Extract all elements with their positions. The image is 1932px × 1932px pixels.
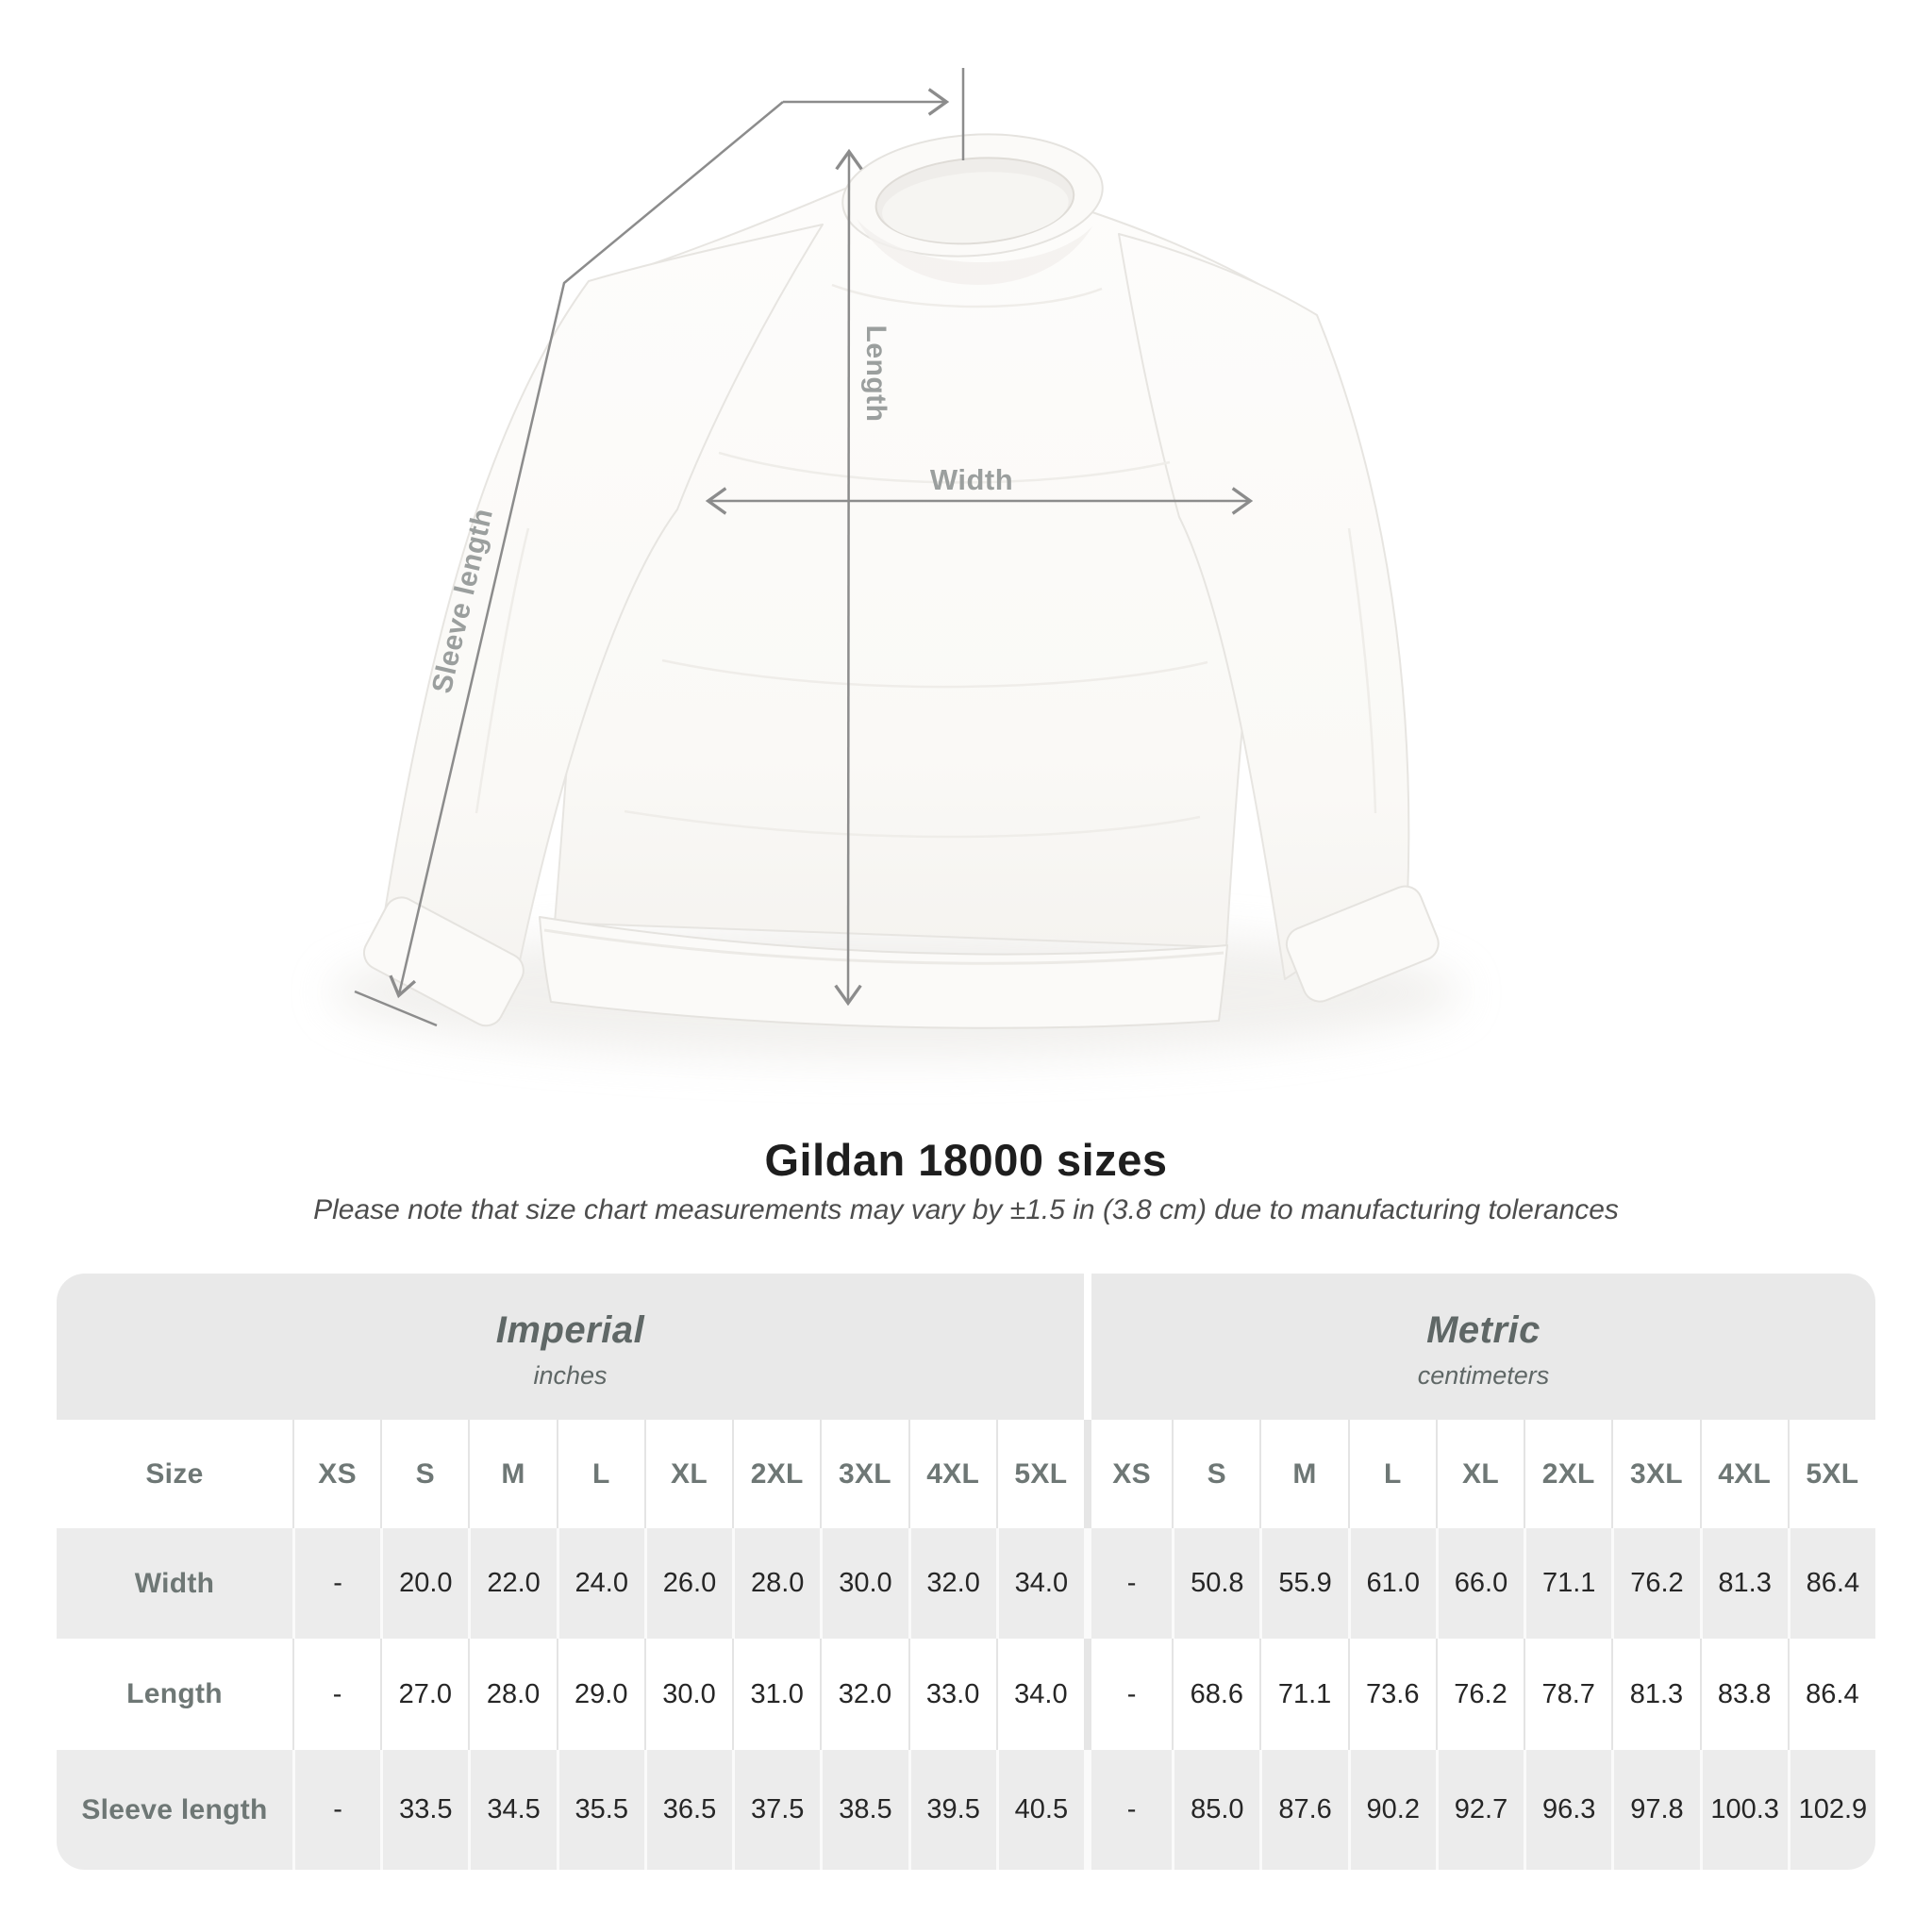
value-cell: -	[292, 1750, 380, 1870]
value-cell: 76.2	[1436, 1639, 1524, 1750]
value-cell: 33.0	[908, 1639, 996, 1750]
value-cell: -	[292, 1639, 380, 1750]
size-col-header: 2XL	[1524, 1420, 1611, 1528]
length-arrow	[848, 153, 849, 1002]
page-title: Gildan 18000 sizes	[764, 1135, 1168, 1185]
metric-group-header	[1084, 1274, 1875, 1420]
row-label: Sleeve length	[57, 1750, 292, 1870]
value-cell: 34.0	[996, 1639, 1084, 1750]
size-col-header: L	[557, 1420, 644, 1528]
value-cell: 34.0	[996, 1528, 1084, 1639]
size-col-header: 3XL	[820, 1420, 908, 1528]
value-cell: 28.0	[732, 1528, 820, 1639]
value-cell: 35.5	[557, 1750, 644, 1870]
size-chart-table	[57, 1274, 1875, 1870]
value-cell: 31.0	[732, 1639, 820, 1750]
row-label: Width	[57, 1528, 292, 1639]
value-cell: 24.0	[557, 1528, 644, 1639]
size-col-header: 5XL	[996, 1420, 1084, 1528]
value-cell: 100.3	[1700, 1750, 1788, 1870]
value-cell: 32.0	[908, 1528, 996, 1639]
size-col-header: 5XL	[1788, 1420, 1875, 1528]
value-cell: 39.5	[908, 1750, 996, 1870]
value-cell: 81.3	[1611, 1639, 1699, 1750]
value-cell: 29.0	[557, 1639, 644, 1750]
imperial-label: Imperial	[495, 1308, 645, 1351]
value-cell: 32.0	[820, 1639, 908, 1750]
sleeve-length-label: Sleeve length	[425, 505, 500, 696]
value-cell: 34.5	[468, 1750, 556, 1870]
size-col-header: M	[468, 1420, 556, 1528]
value-cell: 83.8	[1700, 1639, 1788, 1750]
value-cell: -	[1084, 1639, 1172, 1750]
value-cell: 27.0	[380, 1639, 468, 1750]
value-cell: -	[1084, 1528, 1172, 1639]
size-col-header: XL	[644, 1420, 732, 1528]
value-cell: 55.9	[1259, 1528, 1347, 1639]
value-cell: 61.0	[1348, 1528, 1436, 1639]
size-col-header: S	[380, 1420, 468, 1528]
value-cell: 90.2	[1348, 1750, 1436, 1870]
size-col-header: S	[1172, 1420, 1259, 1528]
value-cell: 92.7	[1436, 1750, 1524, 1870]
value-cell: 40.5	[996, 1750, 1084, 1870]
metric-unit-label: centimeters	[1417, 1360, 1550, 1390]
size-col-header: XS	[1084, 1420, 1172, 1528]
value-cell: 30.0	[644, 1639, 732, 1750]
value-cell: 86.4	[1788, 1528, 1875, 1639]
value-cell: -	[1084, 1750, 1172, 1870]
row-label: Length	[57, 1639, 292, 1750]
size-col-header: M	[1259, 1420, 1347, 1528]
value-cell: 81.3	[1700, 1528, 1788, 1639]
value-cell: 66.0	[1436, 1528, 1524, 1639]
value-cell: 28.0	[468, 1639, 556, 1750]
value-cell: 36.5	[644, 1750, 732, 1870]
value-cell: 86.4	[1788, 1639, 1875, 1750]
value-cell: 96.3	[1524, 1750, 1611, 1870]
value-cell: 73.6	[1348, 1639, 1436, 1750]
value-cell: 26.0	[644, 1528, 732, 1639]
value-cell: 20.0	[380, 1528, 468, 1639]
size-column-header: Size	[57, 1420, 292, 1528]
value-cell: -	[292, 1528, 380, 1639]
metric-label: Metric	[1426, 1308, 1541, 1351]
tolerance-note: Please note that size chart measurements may vary by ±1.5 in (3.8 cm) due to manufacturing tolerances	[313, 1194, 1619, 1225]
size-col-header: XL	[1436, 1420, 1524, 1528]
size-col-header: 2XL	[732, 1420, 820, 1528]
value-cell: 22.0	[468, 1528, 556, 1639]
sweatshirt-image	[358, 126, 1443, 1032]
size-col-header: 4XL	[908, 1420, 996, 1528]
value-cell: 102.9	[1788, 1750, 1875, 1870]
value-cell: 68.6	[1172, 1639, 1259, 1750]
value-cell: 87.6	[1259, 1750, 1347, 1870]
value-cell: 97.8	[1611, 1750, 1699, 1870]
value-cell: 76.2	[1611, 1528, 1699, 1639]
width-label: Width	[929, 463, 1014, 496]
value-cell: 50.8	[1172, 1528, 1259, 1639]
imperial-unit-label: inches	[533, 1360, 608, 1390]
imperial-group-header	[57, 1274, 1084, 1420]
value-cell: 85.0	[1172, 1750, 1259, 1870]
size-col-header: 3XL	[1611, 1420, 1699, 1528]
size-col-header: L	[1348, 1420, 1436, 1528]
value-cell: 78.7	[1524, 1639, 1611, 1750]
value-cell: 37.5	[732, 1750, 820, 1870]
value-cell: 71.1	[1259, 1639, 1347, 1750]
size-col-header: 4XL	[1700, 1420, 1788, 1528]
value-cell: 71.1	[1524, 1528, 1611, 1639]
size-col-header: XS	[292, 1420, 380, 1528]
value-cell: 33.5	[380, 1750, 468, 1870]
value-cell: 30.0	[820, 1528, 908, 1639]
length-label: Length	[860, 325, 891, 423]
value-cell: 38.5	[820, 1750, 908, 1870]
